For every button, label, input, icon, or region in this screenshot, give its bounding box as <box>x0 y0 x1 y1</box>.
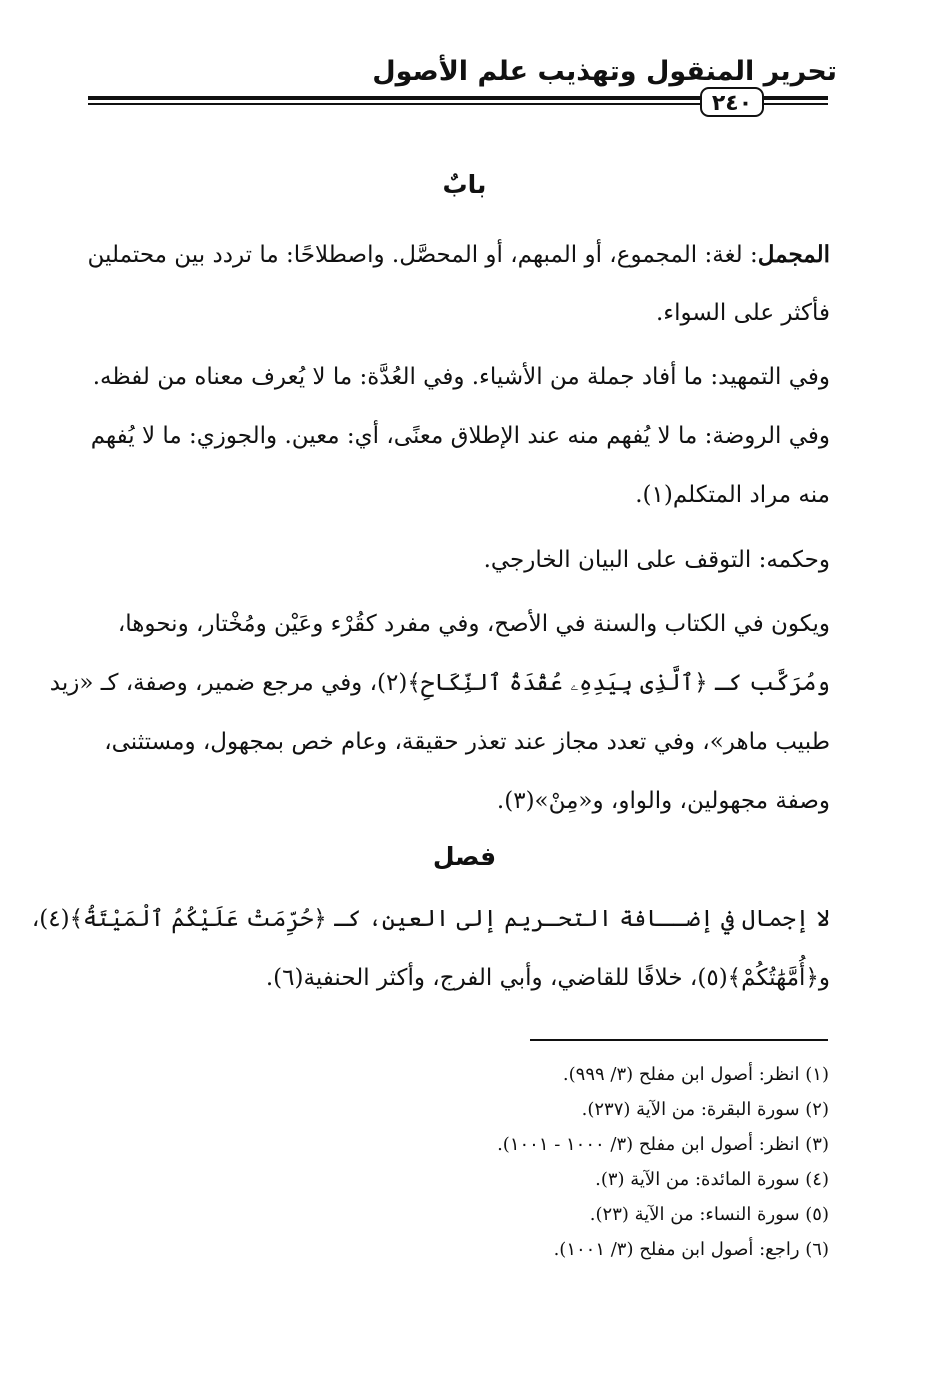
paragraph-definition <box>88 225 830 343</box>
section-heading-bab: بابٌ <box>442 170 487 199</box>
footnote: (١) انظر: أصول ابن مفلح (٣/ ٩٩٩). <box>562 1064 829 1085</box>
paragraph-line: وفي التمهيد: ما أفاد جملة من الأشياء. وفي العُدَّة: ما لا يُعرف معناه من لفظه. <box>92 364 830 390</box>
paragraph-line: طبيب ماهر»، وفي تعدد مجاز عند تعذر حقيقة، وعام خص بمجهول، ومستثنى، <box>104 729 830 755</box>
paragraph-no-ambiguity <box>31 890 830 1008</box>
paragraph-line: وصفة مجهولين، والواو، و«مِنْ»(٣). <box>496 788 830 814</box>
running-header-title: تحرير المنقول وتهذيب علم الأصول <box>372 56 837 87</box>
paragraph-line: وفي الروضة: ما لا يُفهم منه عند الإطلاق معنًى، أي: معين. والجوزي: ما لا يُفهم <box>90 423 830 449</box>
footnote: (٢) سورة البقرة: من الآية (٢٣٧). <box>581 1099 829 1120</box>
paragraph-line: وحكمه: التوقف على البيان الخارجي. <box>483 547 830 573</box>
paragraph-line <box>88 225 830 284</box>
paragraph-line: ويكون في الكتاب والسنة في الأصح، وفي مفرد كقُرْء وعَيْن ومُخْتار، ونحوها، <box>117 611 830 637</box>
paragraph-sources <box>88 348 830 525</box>
footnote: (٦) راجع: أصول ابن مفلح (٣/ ١٠٠١). <box>553 1239 829 1260</box>
section-heading-fasl: فصل <box>432 842 497 871</box>
paragraph-line: فأكثر على السواء. <box>655 300 830 326</box>
paragraph-occurrence <box>49 595 830 831</box>
footnotes-list <box>497 1057 829 1267</box>
footnote: (٥) سورة النساء: من الآية (٢٣). <box>589 1204 829 1225</box>
definition-text: : لغة: المجموع، أو المبهم، أو المحصَّل. واصطلاحًا: ما تردد بين محتملين <box>87 242 758 268</box>
footnote: (٣) انظر: أصول ابن مفلح (٣/ ١٠٠٠ - ١٠٠١). <box>497 1134 829 1155</box>
paragraph-line: ومُرَكَّب كـ ﴿ٱلَّذِى بِيَدِهِۦ عُقْدَةُ ٱلنِّكَاحِ﴾(٢)، وفي مرجع ضمير، وصفة، كـ «زيد <box>49 670 830 696</box>
paragraph-line: منه مراد المتكلم(١). <box>635 482 830 508</box>
paragraph-line: لا إجمال في إضــافة التحـريم إلى العين، كـ ﴿حُرِّمَتْ عَلَيْكُمُ ٱلْمَيْتَةُ﴾(٤)، <box>31 906 830 932</box>
footnote: (٤) سورة المائدة: من الآية (٣). <box>595 1169 829 1190</box>
paragraph-line: و﴿أُمَّهَٰتُكُمْ﴾(٥)، خلافًا للقاضي، وأبي الفرج، وأكثر الحنفية(٦). <box>265 965 830 991</box>
footnote-separator <box>530 1039 828 1041</box>
page-number-badge: ٢٤٠ <box>700 87 764 117</box>
paragraph-ruling <box>88 531 830 590</box>
defined-term: المجمل <box>757 241 830 268</box>
